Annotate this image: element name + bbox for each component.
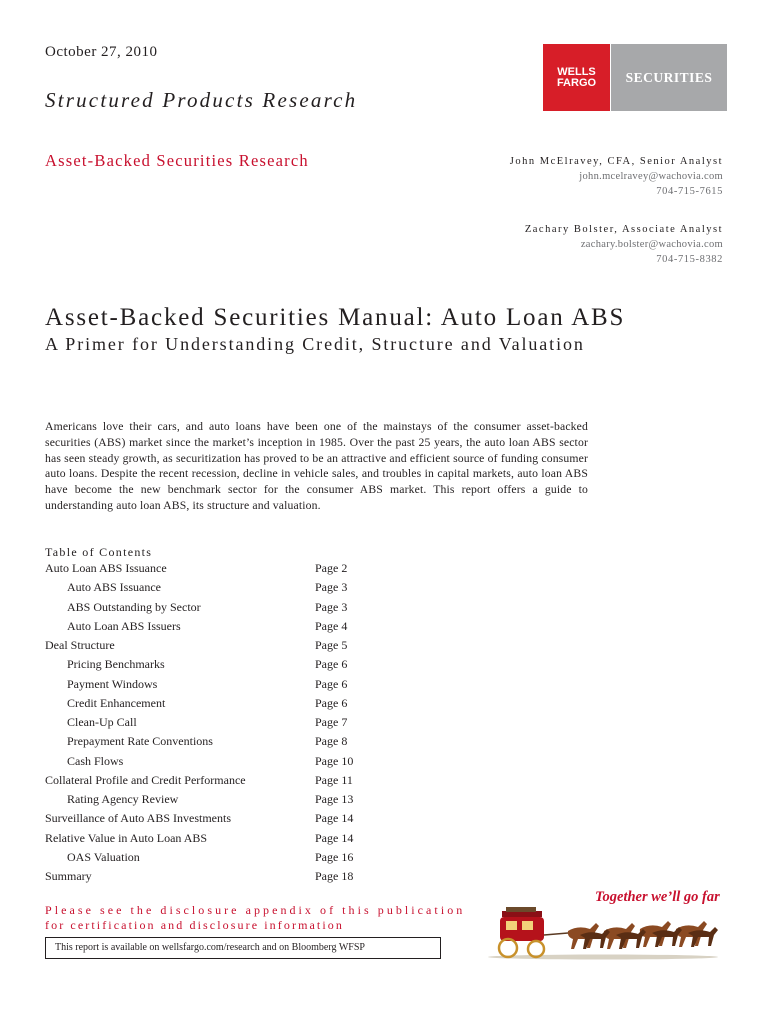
toc-entry[interactable] bbox=[45, 655, 365, 674]
section-title: Asset-Backed Securities Research bbox=[45, 151, 309, 170]
toc-entry-page: Page 11 bbox=[315, 772, 353, 787]
analyst-email[interactable]: john.mcelravey@wachovia.com bbox=[579, 171, 723, 182]
toc-entry[interactable] bbox=[45, 752, 365, 771]
toc-entry-page: Page 16 bbox=[315, 849, 354, 864]
toc-entry-page: Page 2 bbox=[315, 561, 348, 575]
toc-entry[interactable] bbox=[45, 867, 365, 886]
toc-entry[interactable] bbox=[45, 694, 365, 713]
toc-entry[interactable] bbox=[45, 617, 365, 636]
logo-line-1: WELLS bbox=[557, 65, 596, 78]
toc-entry-label: Summary bbox=[45, 869, 92, 883]
toc-entry-page: Page 14 bbox=[315, 830, 354, 845]
toc-entry-label: Auto Loan ABS Issuers bbox=[67, 618, 181, 633]
toc-entry-label: Deal Structure bbox=[45, 638, 115, 652]
toc-entry-page: Page 3 bbox=[315, 580, 348, 595]
toc-entry-page: Page 7 bbox=[315, 715, 348, 729]
toc-entry-page: Page 13 bbox=[315, 792, 354, 806]
toc-entry-page: Page 3 bbox=[315, 599, 348, 614]
analyst-phone: 704-715-8382 bbox=[656, 254, 723, 265]
toc-entry-page: Page 4 bbox=[315, 618, 348, 633]
toc-entry[interactable] bbox=[45, 829, 365, 848]
analyst-name: Zachary Bolster, Associate Analyst bbox=[524, 224, 723, 235]
toc-entry-page: Page 6 bbox=[315, 676, 348, 691]
toc-entry-label: Prepayment Rate Conventions bbox=[67, 734, 213, 749]
toc-entry-label: Relative Value in Auto Loan ABS bbox=[45, 830, 208, 845]
wells-fargo-logo bbox=[543, 44, 610, 111]
report-date: October 27, 2010 bbox=[45, 44, 158, 60]
analyst-email[interactable]: zachary.bolster@wachovia.com bbox=[580, 239, 723, 250]
toc-entry[interactable] bbox=[45, 732, 365, 751]
toc-entry-label: Surveillance of Auto ABS Investments bbox=[45, 811, 231, 826]
toc-entry-label: Collateral Profile and Credit Performance bbox=[45, 772, 246, 787]
document-subtitle: A Primer for Understanding Credit, Structure and Valuation bbox=[45, 334, 585, 354]
toc-entry-label: Rating Agency Review bbox=[67, 792, 179, 806]
document-title: Asset-Backed Securities Manual: Auto Loan ABS bbox=[45, 304, 626, 331]
availability-box: This report is available on wellsfargo.com/research and on Bloomberg WFSP bbox=[45, 937, 441, 959]
intro-paragraph: Americans love their cars, and auto loans have been one of the mainstays of the consumer asset-backed securities (ABS) market since the market’s inception in 1985. Over the past 25 years, the auto loan ABS sector has seen steady growth, as securitization has proved to be an attractive and efficient source of funding consumer auto loans. Despite the recent recession, decline in vehicle sales, and troubles in capital markets, auto loan ABS have become the new benchmark sector for the consumer ABS market. This report offers a guide to understanding auto loan ABS, its structure and valuation. bbox=[45, 420, 588, 512]
toc-entry[interactable] bbox=[45, 675, 365, 694]
toc-entry-label: Payment Windows bbox=[67, 676, 158, 691]
disclosure-line-2: for certification and disclosure information bbox=[45, 918, 344, 932]
toc-entry[interactable] bbox=[45, 559, 365, 578]
toc-entry-label: ABS Outstanding by Sector bbox=[67, 599, 201, 614]
analyst-name: John McElravey, CFA, Senior Analyst bbox=[509, 156, 723, 167]
analyst-1 bbox=[510, 154, 723, 199]
series-title: Structured Products Research bbox=[45, 88, 358, 112]
toc-entry-label: Pricing Benchmarks bbox=[67, 657, 165, 672]
analyst-2 bbox=[525, 222, 723, 267]
tagline: Together we’ll go far bbox=[595, 889, 720, 905]
table-of-contents bbox=[45, 559, 365, 886]
disclosure-line-1: Please see the disclosure appendix of this publication bbox=[45, 903, 466, 917]
analyst-phone: 704-715-7615 bbox=[656, 186, 723, 197]
toc-entry-page: Page 6 bbox=[315, 657, 348, 672]
toc-entry-page: Page 10 bbox=[315, 753, 354, 768]
toc-entry[interactable] bbox=[45, 809, 365, 828]
toc-entry-label: OAS Valuation bbox=[67, 849, 140, 864]
toc-entry[interactable] bbox=[45, 713, 365, 732]
toc-entry-page: Page 18 bbox=[315, 869, 354, 883]
toc-entry[interactable] bbox=[45, 578, 365, 597]
toc-entry-page: Page 14 bbox=[315, 811, 354, 826]
toc-entry[interactable] bbox=[45, 848, 365, 867]
toc-entry-page: Page 6 bbox=[315, 695, 348, 710]
toc-entry-label: Auto ABS Issuance bbox=[67, 580, 161, 595]
toc-entry-page: Page 8 bbox=[315, 734, 348, 749]
disclosure-notice bbox=[45, 903, 465, 933]
toc-entry[interactable] bbox=[45, 598, 365, 617]
toc-entry-label: Auto Loan ABS Issuance bbox=[45, 561, 167, 575]
toc-entry[interactable] bbox=[45, 636, 365, 655]
toc-heading: Table of Contents bbox=[45, 545, 153, 559]
toc-entry-label: Cash Flows bbox=[67, 753, 124, 768]
toc-entry[interactable] bbox=[45, 771, 365, 790]
toc-entry-label: Credit Enhancement bbox=[67, 695, 166, 710]
logo-line-2: FARGO bbox=[556, 76, 597, 89]
toc-entry-page: Page 5 bbox=[315, 638, 348, 652]
toc-entry[interactable] bbox=[45, 790, 365, 809]
toc-entry-label: Clean-Up Call bbox=[67, 715, 137, 729]
securities-logo: SECURITIES bbox=[611, 44, 727, 111]
stagecoach-icon bbox=[488, 905, 728, 960]
